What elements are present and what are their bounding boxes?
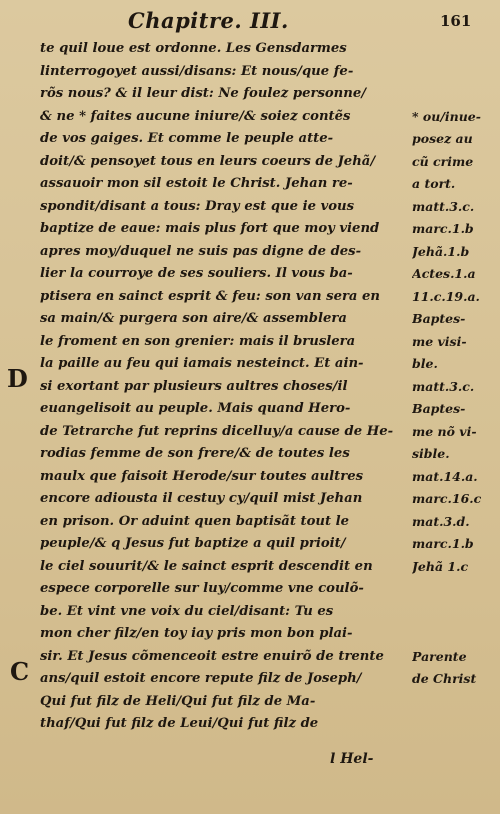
marginal-note-line: de Christ [412, 671, 477, 686]
marginal-note-line: matt.3.c. [412, 198, 475, 214]
marginal-note-line: marc.1.b [412, 536, 474, 551]
marginal-note-line: a tort. [412, 176, 456, 191]
text-line: mon cher filz/en toy iay pris mon bon plai- [40, 626, 353, 641]
marginal-note-line: * ou/inue- [412, 108, 481, 124]
text-line: ptisera en sainct esprit & feu: son van sera en [40, 288, 381, 304]
folio-number: 161 [440, 12, 472, 30]
running-header [0, 4, 500, 34]
text-line: lier la courroye de ses souliers. Il vous ba- [40, 266, 353, 281]
marginal-note-line [412, 578, 498, 601]
marginal-paragraph-mark-c: C [10, 657, 30, 686]
marginal-notes-column [412, 38, 498, 736]
main-text-column [40, 38, 412, 736]
text-line: le froment en son grenier: mais il bruslera [40, 333, 356, 349]
text-line: thaf/Qui fut filz de Leui/Qui fut filz de [40, 716, 319, 731]
marginal-note-line: ble. [412, 356, 438, 371]
marginal-note-line [412, 61, 498, 84]
text-line: doit/& pensoyet tous en leurs coeurs de Jehã/ [40, 153, 376, 169]
marginal-note-line: marc.1.b [412, 221, 474, 236]
marginal-note-line [412, 83, 498, 106]
text-line: de vos gaiges. Et comme le peuple atte- [40, 131, 334, 146]
text-line: spondit/disant a tous: Dray est que ie vous [40, 198, 355, 214]
text-line: apres moy/duquel ne suis pas digne de des- [40, 243, 362, 259]
marginal-note-line: matt.3.c. [412, 378, 475, 394]
text-line: rodias femme de son frere/& de toutes les [40, 446, 350, 461]
chapter-title: Chapitre. III. [128, 8, 289, 33]
marginal-note-line: Jehã 1.c [412, 558, 469, 574]
text-line: baptize de eaue: mais plus fort que moy viend [40, 221, 380, 236]
marginal-note-line: Parente [412, 648, 467, 664]
text-line: sir. Et Jesus cõmenceoit estre enuirõ de trente [40, 648, 384, 664]
text-line: linterrogoyet aussi/disans: Et nous/que fe- [40, 63, 354, 79]
marginal-note-line [412, 691, 498, 714]
text-line: si exortant par plusieurs aultres choses/il [40, 378, 348, 394]
text-line: sa main/& purgera son aire/& assemblera [40, 311, 347, 326]
marginal-note-line [412, 713, 498, 736]
marginal-note-line: marc.16.c [412, 491, 482, 506]
text-line: la paille au feu qui iamais nesteinct. Et ain- [40, 356, 364, 371]
marginal-note-line: me nõ vi- [412, 423, 477, 439]
marginal-note-line: Actes.1.a [412, 266, 476, 281]
marginal-note-line [412, 601, 498, 624]
catchword: l Hel- [330, 751, 374, 767]
text-line: euangelisoit au peuple. Mais quand Hero- [40, 401, 351, 416]
marginal-note-line: me visi- [412, 333, 467, 349]
text-line: be. Et vint vne voix du ciel/disant: Tu es [40, 603, 334, 619]
text-line: ans/quil estoit encore repute filz de Joseph/ [40, 671, 362, 686]
text-line: rõs nous? & il leur dist: Ne foulez personne/ [40, 86, 367, 101]
text-line: maulx que faisoit Herode/sur toutes aultres [40, 468, 364, 484]
text-line: encore adiousta il cestuy cy/quil mist Jehan [40, 491, 363, 506]
marginal-note-line: Jehã.1.b [412, 243, 470, 259]
marginal-note-line: mat.3.d. [412, 513, 470, 529]
text-line: de Tetrarche fut reprins dicelluy/a cause de He- [40, 423, 394, 439]
marginal-note-line: 11.c.19.a. [412, 288, 480, 304]
marginal-paragraph-mark-d: D [7, 364, 28, 393]
marginal-note-line: sible. [412, 446, 450, 461]
text-line: Qui fut filz de Heli/Qui fut filz de Ma- [40, 693, 316, 709]
marginal-note-line: mat.14.a. [412, 468, 478, 484]
text-line: le ciel souurit/& le sainct esprit descendit en [40, 558, 373, 574]
marginal-note-line: Baptes- [412, 401, 466, 416]
text-line: assauoir mon sil estoit le Christ. Jehan re- [40, 176, 353, 191]
marginal-note-line: Baptes- [412, 311, 466, 326]
marginal-note-line [412, 623, 498, 646]
marginal-note-line: cũ crime [412, 153, 474, 169]
marginal-note-line: posez au [412, 131, 473, 146]
marginal-note-line [412, 38, 498, 61]
text-line: en prison. Or aduint quen baptisãt tout le [40, 513, 350, 529]
text-line: espece corporelle sur luy/comme vne coulõ- [40, 581, 364, 596]
text-line: te quil loue est ordonne. Les Gensdarmes [40, 41, 347, 56]
text-line: & ne * faites aucune iniure/& soiez contẽs [40, 108, 351, 124]
text-line: peuple/& q Jesus fut baptize a quil prioit/ [40, 536, 346, 551]
